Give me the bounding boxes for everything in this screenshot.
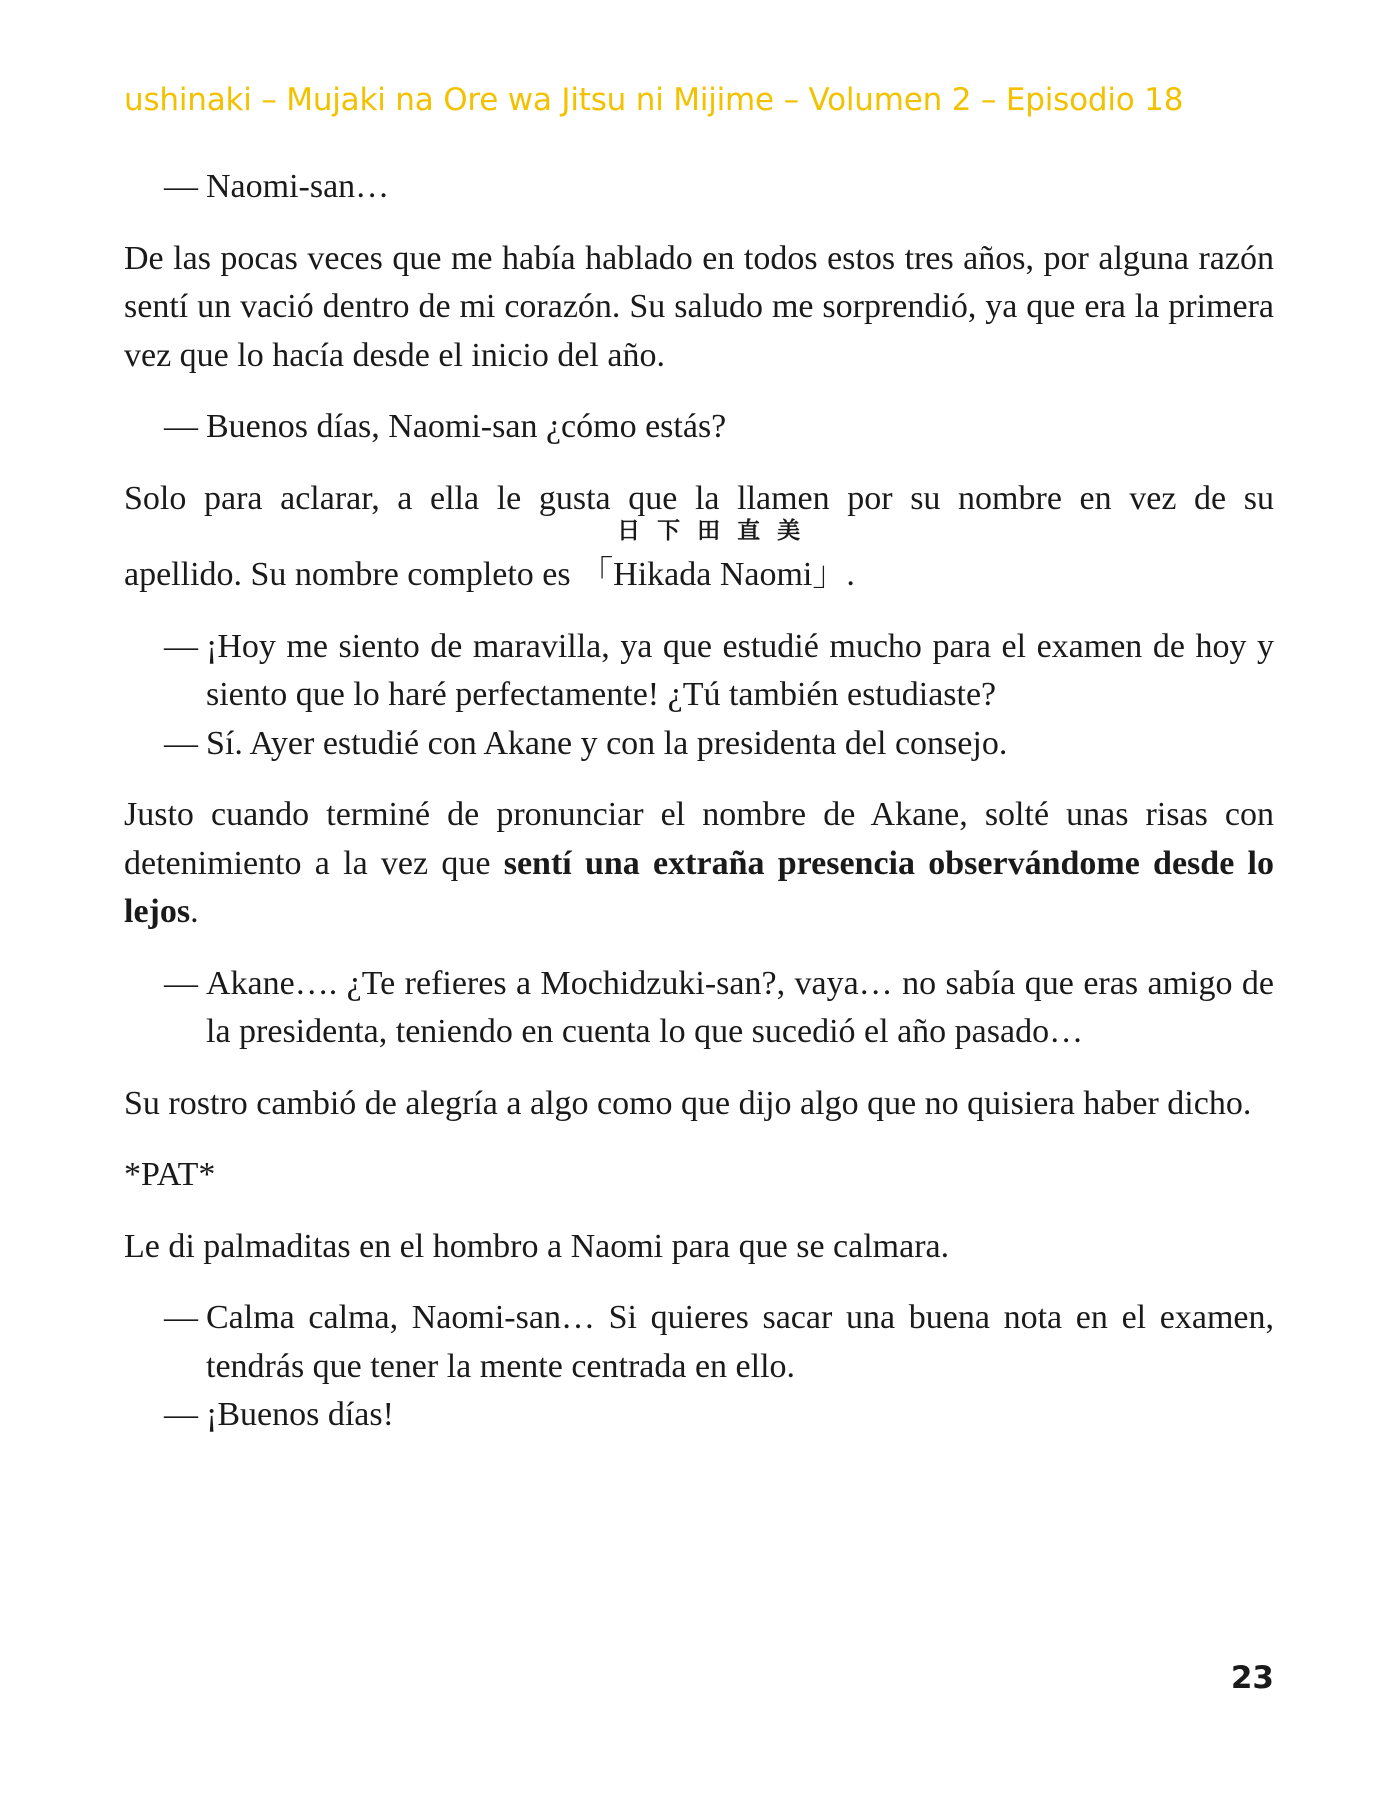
dialogue-text: Sí. Ayer estudié con Akane y con la presidenta del consejo. [206,724,1008,762]
dialogue-line [124,1294,1274,1391]
furigana-kanji: 日下田直美 [617,518,818,544]
page-body [124,163,1274,1440]
dialogue-text: ¡Hoy me siento de maravilla, ya que estudié mucho para el examen de hoy y siento que lo haré perfectamente! ¿Tú también estudiaste? [206,627,1274,713]
dialogue-text: Akane…. ¿Te refieres a Mochidzuki-san?, vaya… no sabía que eras amigo de la presidenta, teniendo en cuenta lo que sucedió el año pasado… [206,964,1274,1050]
full-name: 「Hikada Naomi」 [579,556,847,593]
dialogue-line [124,623,1274,720]
dialogue-line [124,720,1274,769]
paragraph-text: . [190,893,199,930]
dialogue-dash: — [164,627,198,665]
dialogue-line [124,1391,1274,1440]
paragraph: De las pocas veces que me había hablado en todos estos tres años, por alguna razón sentí un vació dentro de mi corazón. Su saludo me sorprendió, ya que era la primera vez que lo hacía desde el inicio del año. [124,239,1274,374]
dialogue-text: Calma calma, Naomi-san… Si quieres sacar una buena nota en el examen, tendrás que tener la mente centrada en ello. [206,1299,1274,1385]
dialogue-dash: — [164,1299,198,1336]
paragraph-text: . [846,556,855,593]
paragraph: Solo para aclarar, a ella le gusta que la llamen por su nombre en vez de su [124,479,1274,517]
name-with-ruby [579,518,847,600]
dialogue-dash: — [164,724,198,762]
dialogue-dash: — [164,168,198,205]
running-header: ushinaki – Mujaki na Ore wa Jitsu ni Mijime – Volumen 2 – Episodio 18 [124,82,1184,118]
dialogue-line [124,960,1274,1057]
paragraph: Su rostro cambió de alegría a algo como que dijo algo que no quisiera haber dicho. [124,1084,1252,1122]
dialogue-dash: — [164,408,198,445]
dialogue-dash: — [164,964,198,1002]
page-number: 23 [1230,1660,1274,1696]
dialogue-dash: — [164,1396,198,1433]
dialogue-text: Naomi-san… [206,168,390,205]
dialogue-line [124,403,1274,452]
dialogue-text: Buenos días, Naomi-san ¿cómo estás? [206,408,727,445]
dialogue-line [124,163,1274,212]
paragraph: Le di palmaditas en el hombro a Naomi para que se calmara. [124,1227,950,1265]
paragraph [124,791,1274,937]
paragraph-text: Justo cuando terminé de pronunciar el nombre de Akane, solté unas risas con detenimiento a la vez que [124,796,1274,882]
sound-effect: *PAT* [124,1156,216,1193]
paragraph-ruby-line [124,518,1274,600]
bold-text: sentí una extraña presencia observándome desde lo lejos [124,844,1274,930]
paragraph-text: apellido. Su nombre completo es [124,556,580,593]
dialogue-text: ¡Buenos días! [206,1396,394,1433]
